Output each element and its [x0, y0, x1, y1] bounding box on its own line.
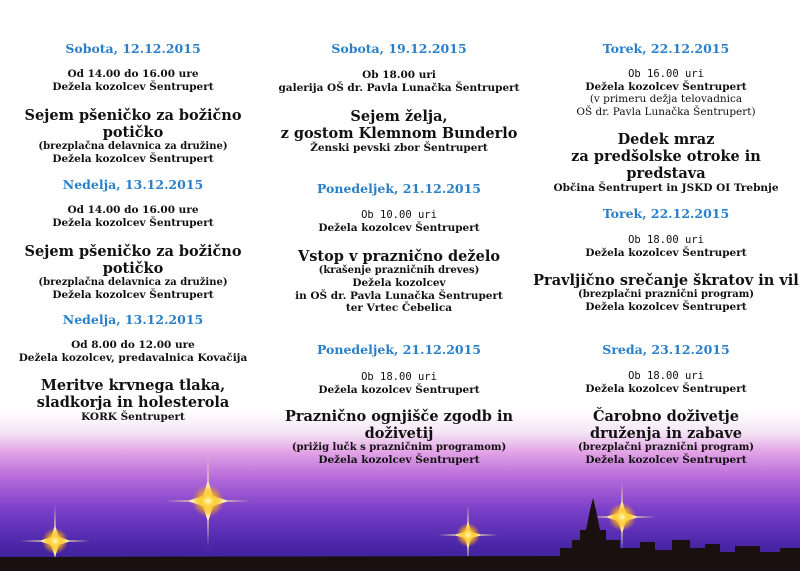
event-date: Nedelja, 13.12.2015: [62, 312, 204, 327]
event-organizer: Dežela kozolcev Šentrupert: [318, 454, 480, 466]
event-note: (brezplačni praznični program): [577, 442, 755, 453]
event-place: Dežela kozolcev Šentrupert: [52, 80, 214, 93]
event-time: Od 8.00 do 12.00 ure: [71, 339, 195, 351]
event-date: Ponedeljek, 21.12.2015: [316, 181, 481, 196]
event-organizer: Dežela kozolcev Šentrupert: [585, 301, 747, 313]
event-date: Nedelja, 13.12.2015: [62, 177, 204, 192]
event-note: (brezplačna delavnica za družine): [38, 141, 228, 152]
event-date: Sobota, 19.12.2015: [331, 41, 467, 56]
town-silhouette: [0, 498, 800, 571]
event-card: [533, 41, 799, 195]
event-place: Dežela kozolcev Šentrupert: [318, 383, 480, 396]
event-date: Torek, 22.12.2015: [602, 206, 730, 221]
event-title: Meritve krvnega tlaka,: [40, 377, 226, 394]
event-title: Dedek mraz: [617, 131, 715, 148]
event-organizer: Dežela kozolcev Šentrupert: [52, 153, 214, 165]
event-title: Sejem želja,: [350, 108, 448, 125]
event-card: [0, 312, 266, 424]
star-icon: [438, 505, 498, 565]
event-time: Ob 18.00 uri: [628, 370, 704, 382]
event-card: [266, 41, 532, 155]
event-organizer: Ženski pevski zbor Šentrupert: [310, 142, 488, 154]
event-card: [0, 41, 266, 166]
event-place: Dežela kozolcev Šentrupert: [585, 382, 747, 395]
event-place: galerija OŠ dr. Pavla Lunačka Šentrupert: [278, 81, 520, 94]
event-title: Vstop v praznično deželo: [298, 248, 500, 265]
event-organizer: KORK Šentrupert: [81, 411, 185, 423]
event-date: Sreda, 23.12.2015: [602, 342, 730, 357]
event-alternative-location: OŠ dr. Pavla Lunačka Šentrupert): [576, 105, 756, 118]
event-title: Sejem pšeničko za božično potičko: [24, 107, 242, 141]
event-card: [533, 206, 799, 314]
event-date: Ponedeljek, 21.12.2015: [316, 342, 481, 357]
event-place: Dežela kozolcev Šentrupert: [318, 221, 480, 234]
event-title: Čarobno doživetje: [592, 408, 740, 425]
event-card: [0, 177, 266, 302]
star-icon: [165, 455, 251, 548]
event-note: (brezplačna delavnica za družine): [38, 277, 228, 288]
event-organizer: Dežela kozolcev Šentrupert: [585, 454, 747, 466]
event-title: Pravljično srečanje škratov in vil: [533, 272, 799, 289]
event-note: (prižig lučk s prazničnim programom): [291, 442, 507, 453]
event-place: Dežela kozolcev Šentrupert: [585, 80, 747, 93]
event-organizer: Občina Šentrupert in JSKD OI Trebnje: [553, 182, 779, 194]
event-date: Sobota, 12.12.2015: [65, 41, 201, 56]
event-title: sladkorja in holesterola: [36, 394, 230, 411]
event-time: Ob 10.00 uri: [361, 209, 437, 221]
event-place: Dežela kozolcev, predavalnica Kovačija: [18, 351, 248, 364]
event-place: Dežela kozolcev Šentrupert: [52, 216, 214, 229]
event-organizer: in OŠ dr. Pavla Lunačka Šentrupert: [295, 289, 503, 302]
event-title: druženja in zabave: [590, 425, 742, 442]
event-time: Ob 16.00 uri: [628, 68, 704, 80]
event-time: Od 14.00 do 16.00 ure: [67, 204, 199, 216]
event-organizer: Dežela kozolcev Šentrupert: [52, 289, 214, 301]
event-organizer: Dežela kozolcev: [352, 277, 446, 289]
event-date: Torek, 22.12.2015: [602, 41, 730, 56]
event-place: Dežela kozolcev Šentrupert: [585, 246, 747, 259]
event-card: [533, 342, 799, 467]
event-title: za predšolske otroke in predstava: [571, 148, 761, 182]
event-card: [266, 181, 532, 315]
event-time: Ob 18.00 uri: [362, 69, 436, 81]
event-note: (brezplačni praznični program): [577, 289, 755, 300]
event-title: Praznično ognjišče zgodb in doživetij: [284, 408, 514, 442]
event-organizer: ter Vrtec Čebelica: [345, 302, 453, 314]
event-title: z gostom Klemnom Bunderlo: [280, 125, 518, 142]
event-time: Ob 18.00 uri: [361, 371, 437, 383]
event-time: Ob 18.00 uri: [628, 234, 704, 246]
event-time: Od 14.00 do 16.00 ure: [67, 68, 199, 80]
event-alternative-location: (v primeru dežja telovadnica: [589, 93, 743, 105]
event-title: Sejem pšeničko za božično potičko: [24, 243, 242, 277]
event-note: (krašenje prazničnih dreves): [318, 265, 480, 276]
event-card: [266, 342, 532, 467]
